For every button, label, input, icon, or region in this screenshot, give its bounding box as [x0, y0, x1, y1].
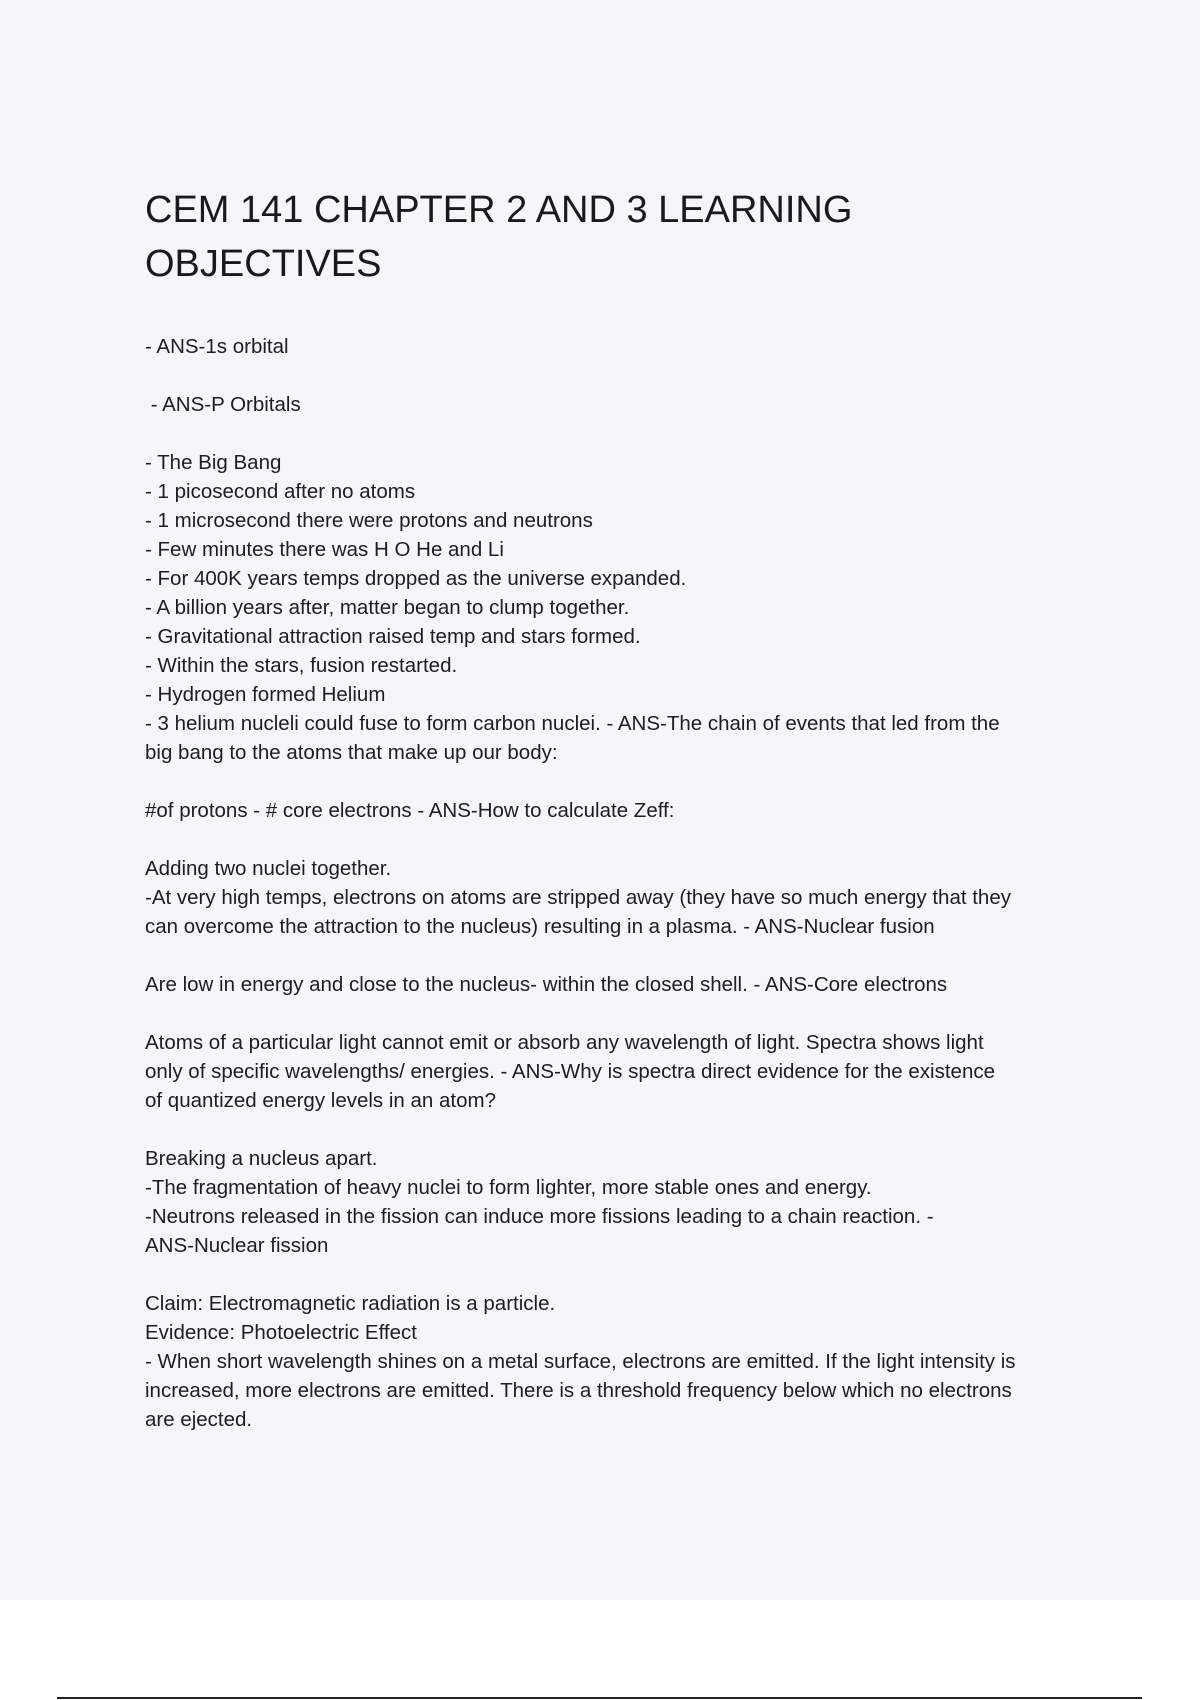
- text-line: - When short wavelength shines on a metal surface, electrons are emitted. If the light intensity is: [145, 1350, 1016, 1373]
- text-line: - Within the stars, fusion restarted.: [145, 654, 458, 677]
- text-line: - ANS-P Orbitals: [145, 393, 301, 416]
- text-line: big bang to the atoms that make up our body:: [145, 741, 558, 764]
- text-line: Adding two nuclei together.: [145, 857, 392, 880]
- text-block: [145, 1289, 1095, 1434]
- title-line-2: OBJECTIVES: [145, 243, 382, 285]
- text-line: ANS-Nuclear fission: [145, 1234, 329, 1257]
- title-line-1: CEM 141 CHAPTER 2 AND 3 LEARNING: [145, 189, 853, 231]
- text-line: - 3 helium nucleli could fuse to form carbon nuclei. - ANS-The chain of events that led from the: [145, 712, 1000, 735]
- text-block: [145, 448, 1095, 767]
- text-block: [145, 970, 1095, 999]
- text-line: - For 400K years temps dropped as the universe expanded.: [145, 567, 687, 590]
- text-line: - A billion years after, matter began to clump together.: [145, 596, 630, 619]
- document-title: [145, 183, 1045, 291]
- footer-divider: [57, 1697, 1142, 1699]
- text-block: [145, 390, 1095, 419]
- text-line: - ANS-1s orbital: [145, 335, 289, 358]
- text-line: #of protons - # core electrons - ANS-How to calculate Zeff:: [145, 799, 675, 822]
- text-line: - Hydrogen formed Helium: [145, 683, 386, 706]
- document-body: [145, 332, 1095, 1463]
- text-block: [145, 854, 1095, 941]
- text-line: -The fragmentation of heavy nuclei to form lighter, more stable ones and energy.: [145, 1176, 872, 1199]
- text-line: - The Big Bang: [145, 451, 282, 474]
- text-line: - Few minutes there was H O He and Li: [145, 538, 504, 561]
- text-line: - 1 picosecond after no atoms: [145, 480, 416, 503]
- text-line: can overcome the attraction to the nucleus) resulting in a plasma. - ANS-Nuclear fusion: [145, 915, 935, 938]
- text-line: Are low in energy and close to the nucleus- within the closed shell. - ANS-Core electrons: [145, 973, 948, 996]
- text-line: Evidence: Photoelectric Effect: [145, 1321, 417, 1344]
- text-line: of quantized energy levels in an atom?: [145, 1089, 497, 1112]
- text-line: - 1 microsecond there were protons and neutrons: [145, 509, 593, 532]
- text-block: [145, 332, 1095, 361]
- text-block: [145, 796, 1095, 825]
- text-block: [145, 1028, 1095, 1115]
- text-line: Atoms of a particular light cannot emit or absorb any wavelength of light. Spectra shows light: [145, 1031, 984, 1054]
- text-line: increased, more electrons are emitted. There is a threshold frequency below which no electrons: [145, 1379, 1012, 1402]
- text-line: -Neutrons released in the fission can induce more fissions leading to a chain reaction. -: [145, 1205, 934, 1228]
- text-line: only of specific wavelengths/ energies. - ANS-Why is spectra direct evidence for the existence: [145, 1060, 996, 1083]
- text-line: Claim: Electromagnetic radiation is a particle.: [145, 1292, 556, 1315]
- text-line: - Gravitational attraction raised temp and stars formed.: [145, 625, 641, 648]
- text-line: Breaking a nucleus apart.: [145, 1147, 378, 1170]
- text-line: are ejected.: [145, 1408, 253, 1431]
- text-line: -At very high temps, electrons on atoms are stripped away (they have so much energy that they: [145, 886, 1011, 909]
- text-block: [145, 1144, 1095, 1260]
